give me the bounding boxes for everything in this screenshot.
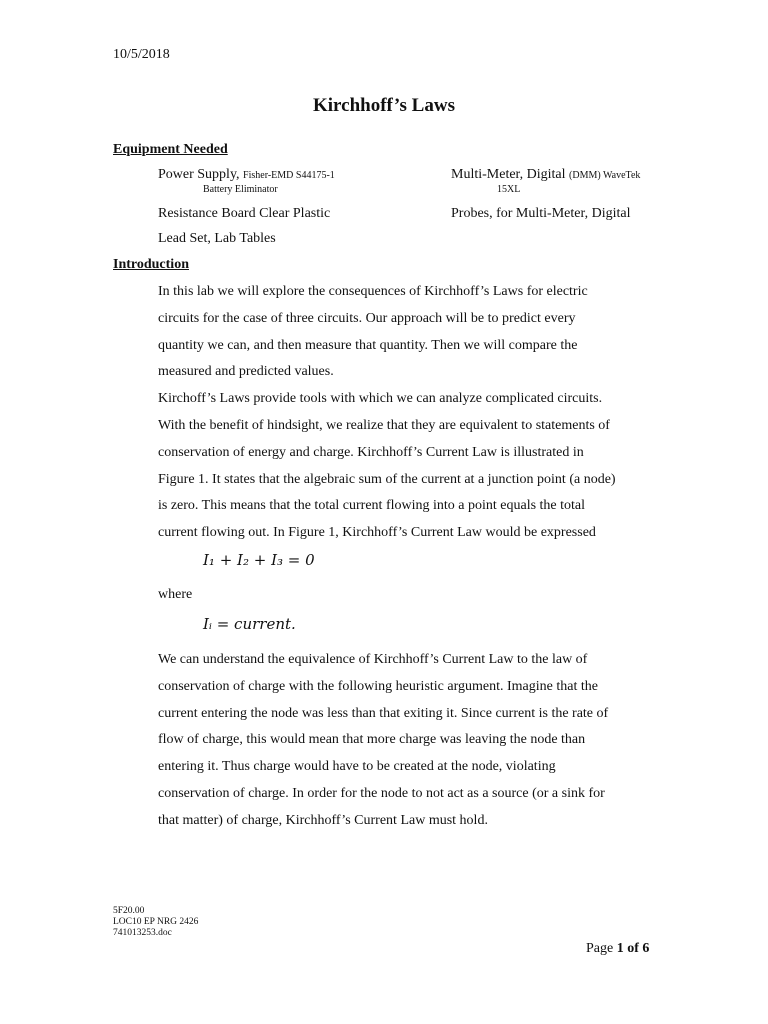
equipment-item-resistance-board: Resistance Board Clear Plastic (158, 206, 331, 221)
text-line: In this lab we will explore the consequences of Kirchhoff’s Laws for electric (158, 284, 588, 299)
equipment-item-detail: Fisher-EMD S44175-1 (243, 170, 335, 181)
text-line: conservation of charge. In order for the node to not act as a source (or a sink for (158, 785, 605, 801)
text-line: We can understand the equivalence of Kirchhoff’s Current Law to the law of (158, 652, 588, 667)
introduction-heading: Introduction (113, 257, 189, 272)
text-line: circuits for the case of three circuits. Our approach will be to predict every (158, 310, 576, 326)
equation-current-definition: Iᵢ = current. (203, 615, 296, 633)
text-line: flow of charge, this would mean that more charge was leaving the node than (158, 732, 586, 748)
equation-kcl: I₁ + I₂ + I₃ = 0 (203, 551, 315, 569)
equipment-item-probes: Probes, for Multi-Meter, Digital (451, 206, 631, 221)
equipment-item-sub: 15XL (497, 184, 521, 195)
page-current: 1 (616, 941, 624, 956)
footer-codes (113, 906, 198, 939)
text-line: current flowing out. In Figure 1, Kirchhoff’s Current Law would be expressed (158, 525, 596, 541)
text-line: With the benefit of hindsight, we realize that they are equivalent to statements of (158, 417, 610, 433)
text-line: current entering the node was less than that exiting it. Since current is the rate of (158, 705, 609, 721)
page-number (586, 941, 649, 957)
text-line: Figure 1. It states that the algebraic sum of the current at a junction point (a node) (158, 471, 616, 487)
equipment-item-main: Multi-Meter, Digital (451, 167, 566, 182)
introduction-paragraph-2 (158, 647, 658, 835)
footer-line: LOC10 EP NRG 2426 (113, 917, 199, 927)
text-line: conservation of charge with the following heuristic argument. Imagine that the (158, 678, 598, 694)
equipment-item-detail: (DMM) WaveTek (569, 170, 641, 181)
footer-line: 741013253.doc (113, 928, 172, 938)
text-line: that matter) of charge, Kirchhoff’s Current Law must hold. (158, 812, 488, 828)
document-date: 10/5/2018 (113, 47, 170, 62)
equipment-item-multimeter (451, 167, 640, 183)
introduction-paragraph-1 (158, 279, 658, 547)
text-line: is zero. This means that the total current flowing into a point equals the total (158, 498, 586, 514)
page-of: of (627, 941, 639, 956)
text-line: entering it. Thus charge would have to be created at the node, violating (158, 759, 556, 775)
text-line: measured and predicted values. (158, 364, 334, 380)
equipment-item-sub: Battery Eliminator (203, 184, 278, 195)
page-total: 6 (642, 941, 650, 956)
footer-line: 5F20.00 (113, 906, 145, 916)
equipment-heading: Equipment Needed (113, 142, 228, 157)
text-line: Kirchoff’s Laws provide tools with which we can analyze complicated circuits. (158, 391, 603, 407)
page-word: Page (586, 941, 614, 956)
text-line: conservation of energy and charge. Kirchhoff’s Current Law is illustrated in (158, 444, 584, 460)
equipment-item-lead-set: Lead Set, Lab Tables (158, 231, 276, 246)
document-title: Kirchhoff’s Laws (313, 95, 455, 116)
where-label: where (158, 587, 193, 602)
equipment-item-power-supply (158, 167, 335, 183)
text-line: quantity we can, and then measure that quantity. Then we will compare the (158, 337, 578, 353)
equipment-item-main: Power Supply, (158, 167, 240, 182)
